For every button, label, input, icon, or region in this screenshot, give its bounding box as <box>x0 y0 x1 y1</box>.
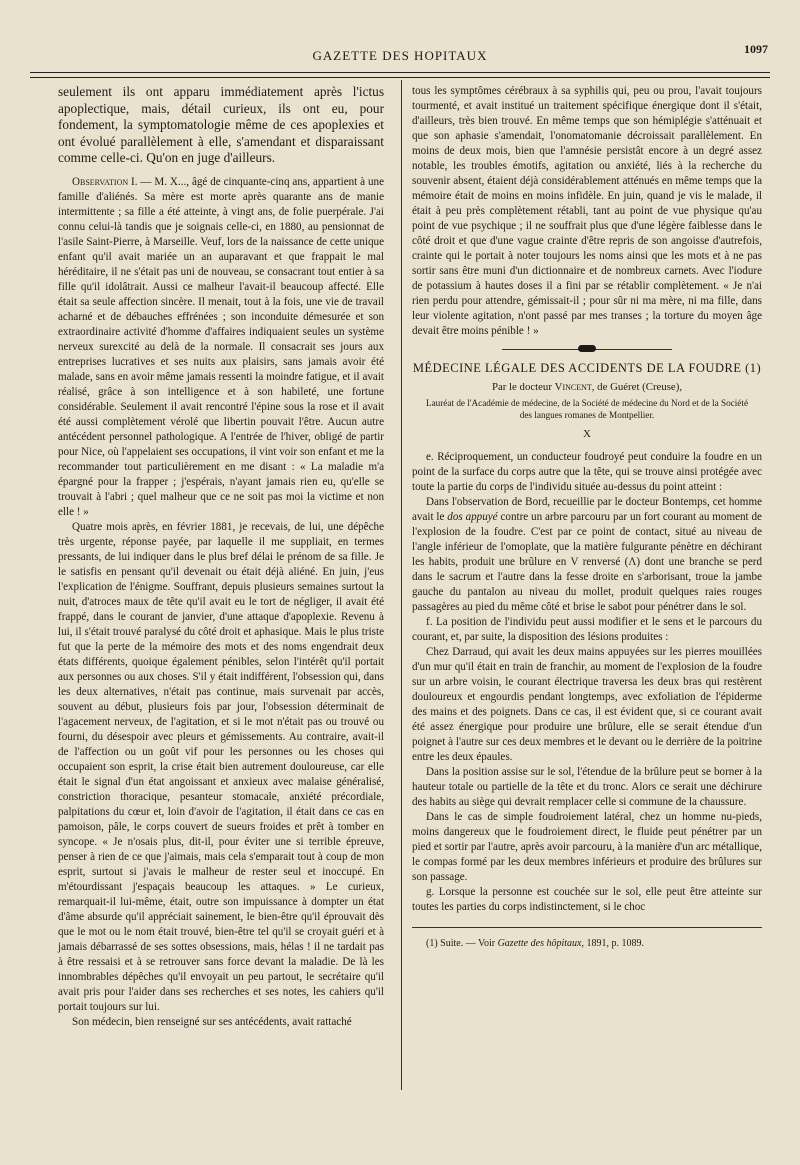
journal-title: GAZETTE DES HOPITAUX <box>312 48 488 63</box>
right-column <box>412 84 762 951</box>
left-column <box>58 84 384 1030</box>
observation-paragraph <box>58 175 384 520</box>
author-byline: Par le docteur Vincent, de Guéret (Creuse), <box>491 381 683 393</box>
section-title: MÉDECINE LÉGALE DES ACCIDENTS DE LA FOUDRE (1) <box>412 361 762 375</box>
footnote: (1) Suite. — Voir Gazette des hôpitaux, 1891, p. 1089. <box>426 938 644 949</box>
author-name: Vincent <box>554 381 592 393</box>
paragraph-darraud: Chez Darraud, qui avait les deux mains appuyées sur les pierres mouillées d'un mur qu'il était en train de franchir, au moment de l'explosion de la foudre sur un arbre voisin, le courant électrique traversa les deux bras qui restèrent douloureux et engourdis pendant longtemps, avec exfoliation de l'épiderme des mains et des poignets. Dans ce cas, il est évident que, si ce courant avait été assez énergique pour produire une brûlure, elle se serait étendue d'un poignet à l'autre sur ces deux membres et le devant ou le derrière de la poitrine entre les deux épaules. <box>412 646 762 763</box>
observation-text: — M. X..., âgé de cinquante-cinq ans, appartient à une famille d'aliénés. Sa mère est morte après quarante ans de manie intermittente ; sa fille a été atteinte, à vingt ans, de folie puerpérale. J'ai connu celui-là tandis que je soignais celle-ci, en 1880, au pensionnat de l'asile Saint-Pierre, à Marseille. Veuf, lors de la naissance de cette unique enfant qu'il avait mariée un an auparavant et que frappait le mal héréditaire, il ne s'était pas uni de nouveau, se consacrant tout entier à sa fille qu'il idolâtrait. Aussi ce malheur l'avait-il beaucoup affecté. Elle était sa seule affection sincère. Il menait, tout à la fois, une vie de travail acharné et de débauches effrénées ; son inconduite démesurée et son extraordinaire activité d'homme d'affaires indiquaient seules un système nerveux surexcité au delà de la normale. Il consacrait ses jours aux entreprises lucratives et ses nuits aux plaisirs, sans jamais avoir été malade, sans en avoir même jamais ressenti la moindre fatigue, et il avait réalisé, grâce à son intelligence et à son habileté, une fortune considérable. Seulement il avait rencontré l'épine sous la rose et il avait été aussi complètement vérolé que libertin pouvait l'être. Aucun autre antécédent personnel pathologique. A l'entrée de l'hiver, obligé de partir pour Nice, où l'appelaient ses occupations, il vint voir son enfant et me la recommander tout particulièrement en me disant : « La maladie m'a épargné pour la frapper ; j'espérais, n'ayant jamais rien eu, qu'elle se trouvait à l'abri ; quel malheur que ce ne soit pas moi la victime et non elle ! » <box>58 175 384 518</box>
paragraph-lateral: Dans le cas de simple foudroiement latéral, chez un homme nu-pieds, moins dangereux que le foudroiement direct, le fluide peut pénétrer par un pied et sortir par l'autre, après avoir parcouru, à la manière d'un arc métallique, le compas formé par les deux membres inférieurs et produire des brûlures sur son passage. <box>412 811 762 883</box>
author-affiliation: Lauréat de l'Académie de médecine, de la Société de médecine du Nord et de la Société des langues romanes de Montpellier. <box>425 398 749 420</box>
observation-label: Observation I. <box>72 175 138 188</box>
header-rule <box>30 72 770 78</box>
column-divider <box>401 80 402 1090</box>
section-numeral: X <box>583 428 591 440</box>
paragraph-e: e. Réciproquement, un conducteur foudroyé peut conduire la foudre en un point de la surface du corps autre que la tête, qui se trouve ainsi protégée avec toute la partie du corps de l'individu située au-dessus du point atteint : <box>412 451 762 493</box>
paragraph-g: g. Lorsque la personne est couchée sur le sol, elle peut être atteinte sur toutes les parties du corps indistinctement, si le choc <box>412 886 762 913</box>
section-ornament <box>412 345 762 353</box>
lead-paragraph: seulement ils ont apparu immédiatement après l'ictus apoplectique, mais, détail curieux, ils ont eu, pour fondement, la symptomatologie même de ces apoplexies et ont évolué parallèlement à elle, s'amendant et disparaissant comme celle-ci. Qu'on en juge d'ailleurs. <box>58 84 384 165</box>
paragraph-f: f. La position de l'individu peut aussi modifier et le sens et le parcours du courant, et, par suite, la disposition des lésions produites : <box>412 616 762 643</box>
paragraph-son-medecin: Son médecin, bien renseigné sur ses antécédents, avait rattaché <box>72 1015 352 1028</box>
footnote-rule <box>412 927 762 928</box>
paragraph-bord: Dans l'observation de Bord, recueillie par le docteur Bontemps, cet homme avait le dos appuyé contre un arbre parcouru par un fort courant au moment de l'explosion de la foudre. C'est par ce point de contact, situé au niveau de l'angle inférieur de l'omoplate, que la matière fulgurante pénètre en déchirant les habits, produit une brûlure en V renversé (Λ) dont une branche se perd dans le sacrum et l'autre dans la fesse droite en s'arborisant, troue la jambe gauche du pantalon au niveau du mollet, produit quelques raies rouges passagères au pied du même côté et brise le sabot pour pénétrer dans le sol. <box>412 496 762 613</box>
paragraph-quatre-mois: Quatre mois après, en février 1881, je recevais, de lui, une dépêche très urgente, réponse payée, par laquelle il me suppliait, en termes pressants, de lui indiquer dans le plus bref délai le prénom de sa fille. Je le satisfis en pensant qu'il devenait ou était déjà aliéné. En juin, j'eus l'explication de l'énigme. Souffrant, depuis plusieurs semaines surtout la nuit, d'atroces maux de tête qu'il avait eu le tort de négliger, il avait été frappé, dans le courant de janvier, d'une attaque d'apoplexie. Revenu à lui, il s'était trouvé paralysé du côté droit et aphasique. Mais le plus triste fut que la perte de la mémoire des mots et des noms engendrait deux états différents, quoique également pénibles, selon l'intérêt qu'il portait aux personnes ou aux choses. S'il y était indifférent, l'obsession qui, dans les deux alternatives, n'était pas continue, mais survenait par accès, souvent au début, plusieurs fois par jour, l'obsession déterminait de l'agacement nerveux, de l'agitation, et si le mot n'était pas ou trouvé ou fourni, du désespoir avec pleurs et gémissements. Au contraire, avait-il de l'affection ou un goût vif pour les personnes ou les choses qui occupaient son esprit, la crise était bien autrement douloureuse, car elle était le signal d'un état angoissant et anxieux avec malaise généralisé, constriction thoracique, pesanteur stomacale, anxiété précordiale, palpitations du cœur et, loin d'avoir de l'agitation, il était dans ce cas en pamoison, pâle, le corps couvert de sueurs froides et prêt à tomber en syncope. « Je n'osais plus, dit-il, pour éviter une si terrible épreuve, penser à rien de ce que j'aimais, mais cela s'emparait tout à coup de mon esprit, surtout si j'avais le malheur de rester seul et inoccupé. En m'étourdissant j'espaçais beaucoup les attaques. » Le curieux, remarquait-il lui-même, était, outre son impuissance à dompter un état d'âme absurde qu'il appréciait sainement, le bien-être qu'il éprouvait dès que le mot ou le nom était trouvé, bien-être tel qu'il se croyait guéri et à jamais débarrassé de ses sottes obsessions, mais, hélas ! il ne tardait pas à être ressaisi et à se retrouver sans force devant la maladie. De là les innombrables dépêches qu'il envoyait un peu partout, le secrétaire qu'il avait pris pour l'aider dans ses recherches et ses notes, les cahiers qu'il portait toujours sur lui. <box>58 520 384 1013</box>
page-number: 1097 <box>744 42 768 56</box>
paragraph-symptomes: tous les symptômes cérébraux à sa syphilis qui, peu ou prou, l'avait toujours tourmenté, et avait institué un traitement spécifique énergique dont il s'était, d'ailleurs, très bien trouvé. En même temps que son hémiplégie s'atténuait et que son aphasie s'amendait, l'onomatomanie décroissait parallèlement. En moins de deux mois, bien que l'amnésie persistât encore à un degré assez notable, les troubles émotifs, agitation ou anxiété, liés à la recherche du souvenir absent, étaient déjà considérablement atténués en même temps que la mémoire était de moins en moins infidèle. En juin, quand je vis le malade, il était à peu près complètement rétabli, tant au point de vue physique qu'au point de vue psychique ; il ne souffrait plus que d'une légère faiblesse dans le côté droit et que d'une vague crainte d'être repris de son angoisse d'autrefois, crainte qui le portait à noter toujours les noms ainsi que les mots et à ne pas sortir sans être muni d'un dictionnaire et de nombreux carnets. Avec l'iodure de potassium à hautes doses il a fini par se rétablir complètement. « Je n'ai rien perdu pour attendre, gémissait-il ; pour sûr ni ma mère, ni ma fille, dans leur violente agitation, n'ont passé par mes transes ; la torture du moyen âge devait être moins pénible ! » <box>412 85 762 337</box>
paragraph-assise: Dans la position assise sur le sol, l'étendue de la brûlure peut se borner à la hauteur totale ou partielle de la tête et du tronc. Alors ce serait une déchirure des habits au siège qui devrait remplacer celle si commune de la chaussure. <box>412 766 762 808</box>
page-header <box>30 40 770 70</box>
